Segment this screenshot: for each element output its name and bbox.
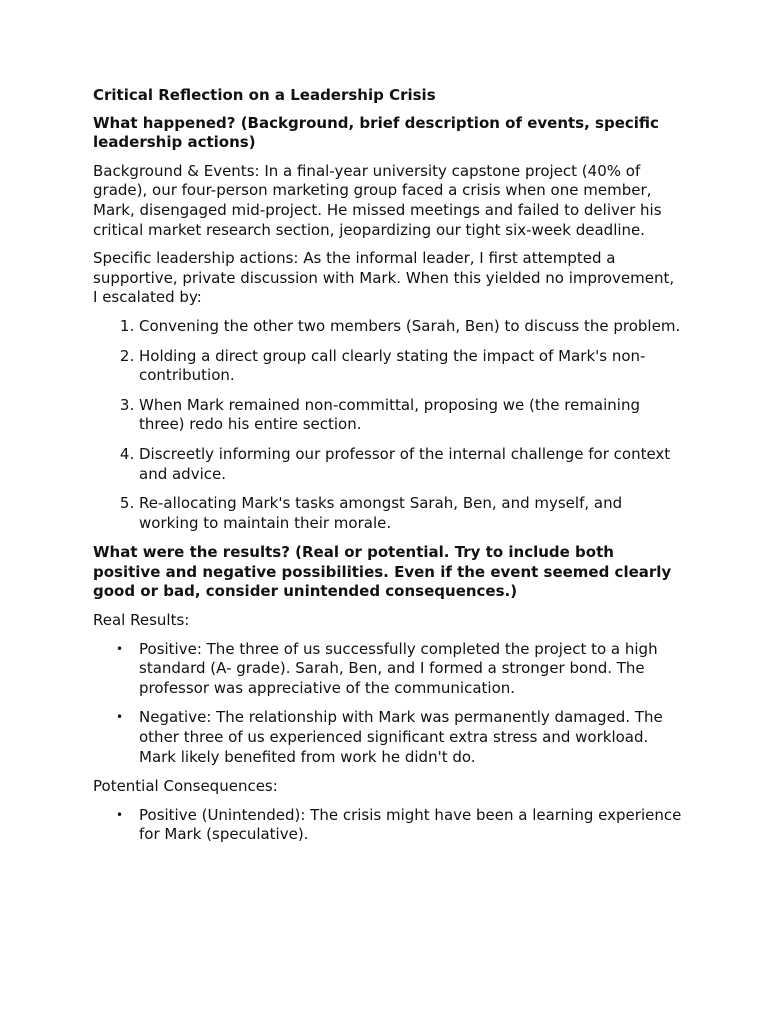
document-title: Critical Reflection on a Leadership Crisis — [93, 86, 436, 104]
list-item — [116, 805, 683, 845]
section-heading-results: What were the results? (Real or potential. Try to include both positive and negative possibilities. Even if the event seemed clearly good or bad, consider unintended consequences.) — [93, 543, 672, 601]
potential-consequences-list — [93, 806, 683, 845]
bullet-icon: • — [116, 641, 124, 656]
list-item-text: Positive: The three of us successfully completed the project to a high standard (A- grade). Sarah, Ben, and I formed a stronger bond. The professor was appreciative of the communication. — [139, 639, 658, 697]
list-item-text: Negative: The relationship with Mark was permanently damaged. The other three of us experienced significant extra stress and workload. Mark likely benefited from work he didn't do. — [139, 708, 663, 766]
list-item: 5. Re-allocating Mark's tasks amongst Sarah, Ben, and myself, and working to maintain their morale. — [139, 494, 683, 533]
list-item: 2. Holding a direct group call clearly stating the impact of Mark's non-contribution. — [139, 347, 683, 386]
real-results-list — [93, 640, 683, 768]
bullet-icon: • — [116, 710, 124, 725]
potential-consequences-label: Potential Consequences: — [93, 777, 278, 796]
real-results-label: Real Results: — [93, 611, 190, 630]
background-paragraph: Background & Events: In a final-year university capstone project (40% of grade), our four-person marketing group faced a crisis when one member, Mark, disengaged mid-project. He missed meetings and failed to deliver his critical market research section, jeopardizing our tight six-week deadline. — [93, 161, 662, 239]
document-page — [93, 86, 683, 855]
list-item — [116, 708, 683, 767]
list-item: 1. Convening the other two members (Sarah, Ben) to discuss the problem. — [139, 317, 683, 337]
list-item: 4. Discreetly informing our professor of the internal challenge for context and advice. — [139, 445, 683, 484]
list-item: 3. When Mark remained non-committal, proposing we (the remaining three) redo his entire section. — [139, 396, 683, 435]
list-item — [116, 639, 683, 699]
actions-intro-paragraph: Specific leadership actions: As the informal leader, I first attempted a supportive, private discussion with Mark. When this yielded no improvement, I escalated by: — [93, 249, 675, 307]
section-heading-what-happened: What happened? (Background, brief description of events, specific leadership actions) — [93, 113, 659, 152]
list-item-text: Positive (Unintended): The crisis might have been a learning experience for Mark (speculative). — [139, 805, 682, 844]
leadership-actions-list — [93, 317, 683, 533]
bullet-icon: • — [116, 807, 124, 822]
